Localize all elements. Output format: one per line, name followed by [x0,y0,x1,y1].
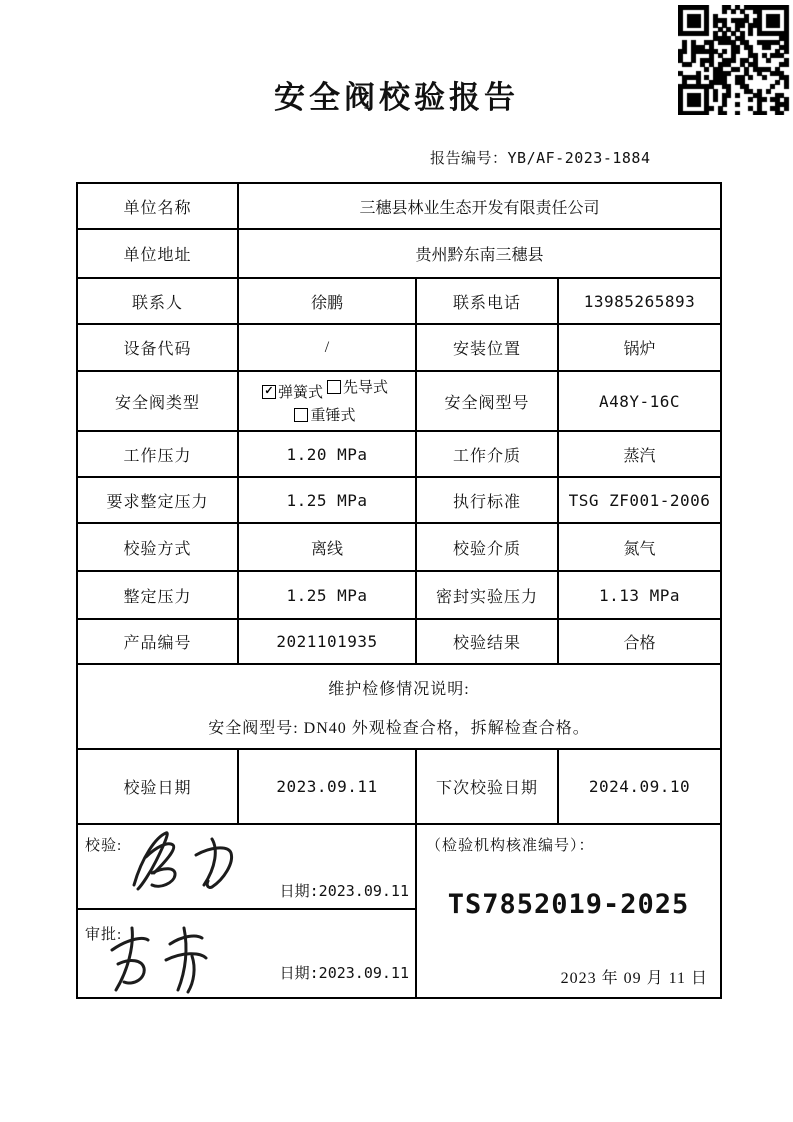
checkbox-unchecked-icon [294,408,308,422]
verifier-date: 日期:2023.09.11 [279,882,409,900]
report-table [76,182,722,999]
valve-type-options [238,371,416,431]
table-row [77,278,721,324]
inspection-org-cell [416,824,721,998]
org-approval-number-label: （检验机构核准编号）： [426,838,595,854]
next-calibration-date-label: 下次校验日期 [416,749,558,824]
table-row [77,571,721,619]
verifier-signature-cell [77,824,416,909]
table-row [77,324,721,371]
contact-label: 联系人 [77,278,238,324]
unit-name-value: 三穗县林业生态开发有限责任公司 [238,183,721,229]
page-title: 安全阀校验报告 [274,80,519,115]
table-row [77,824,721,909]
table-row [77,619,721,664]
work-pressure-value: 1.20 MPa [238,431,416,477]
maintenance-note-heading: 维护检修情况说明: [328,680,470,698]
contact-value: 徐鹏 [238,278,416,324]
table-row [77,371,721,431]
org-date: 2023 年 09 月 11 日 [560,970,708,987]
checkbox-pilot-type [327,376,388,397]
product-number-label: 产品编号 [77,619,238,664]
install-position-value: 锅炉 [558,324,721,371]
maintenance-note-cell [77,664,721,749]
unit-name-label: 单位名称 [77,183,238,229]
phone-label: 联系电话 [416,278,558,324]
standard-label: 执行标准 [416,477,558,523]
checkbox-label: 先导式 [343,380,389,397]
work-pressure-label: 工作压力 [77,431,238,477]
calibration-date-label: 校验日期 [77,749,238,824]
report-number-line [430,147,650,168]
device-code-value: / [238,324,416,371]
phone-value: 13985265893 [558,278,721,324]
checkbox-unchecked-icon [327,380,341,394]
calibration-result-label: 校验结果 [416,619,558,664]
checkbox-checked-icon: ✓ [262,385,276,399]
table-row [77,431,721,477]
set-pressure-label: 整定压力 [77,571,238,619]
set-pressure-value: 1.25 MPa [238,571,416,619]
org-approval-number: TS7852019-2025 [447,889,690,920]
product-number-value: 2021101935 [238,619,416,664]
table-row [77,664,721,749]
standard-value: TSG ZF001-2006 [558,477,721,523]
calibration-medium-value: 氮气 [558,523,721,571]
calibration-method-label: 校验方式 [77,523,238,571]
valve-model-value: A48Y-16C [558,371,721,431]
approver-signature-cell [77,909,416,998]
required-set-pressure-value: 1.25 MPa [238,477,416,523]
calibration-medium-label: 校验介质 [416,523,558,571]
work-medium-value: 蒸汽 [558,431,721,477]
approver-label: 审批: [85,927,123,943]
calibration-method-value: 离线 [238,523,416,571]
device-code-label: 设备代码 [77,324,238,371]
required-set-pressure-label: 要求整定压力 [77,477,238,523]
approver-signature [94,920,244,998]
verifier-label: 校验: [85,838,123,854]
valve-type-label: 安全阀类型 [77,371,238,431]
seal-test-pressure-value: 1.13 MPa [558,571,721,619]
table-row [77,229,721,278]
valve-model-label: 安全阀型号 [416,371,558,431]
install-position-label: 安装位置 [416,324,558,371]
maintenance-note-text: 安全阀型号: DN40 外观检查合格，拆解检查合格。 [208,719,590,737]
calibration-date-value: 2023.09.11 [238,749,416,824]
report-number-value: YB/AF-2023-1884 [507,149,651,167]
approver-date: 日期:2023.09.11 [279,964,409,982]
calibration-result-value: 合格 [558,619,721,664]
checkbox-spring-type [262,381,323,402]
verifier-signature [112,824,262,905]
unit-address-label: 单位地址 [77,229,238,278]
table-row [77,477,721,523]
qr-code-icon [678,5,790,115]
table-row [77,523,721,571]
table-row [77,749,721,824]
seal-test-pressure-label: 密封实验压力 [416,571,558,619]
checkbox-weight-type [294,404,355,425]
report-number-label: 报告编号： [430,151,508,167]
next-calibration-date-value: 2024.09.10 [558,749,721,824]
checkbox-label: 重锤式 [310,408,356,425]
checkbox-label: 弹簧式 [277,385,323,402]
work-medium-label: 工作介质 [416,431,558,477]
unit-address-value: 贵州黔东南三穗县 [238,229,721,278]
table-row [77,183,721,229]
